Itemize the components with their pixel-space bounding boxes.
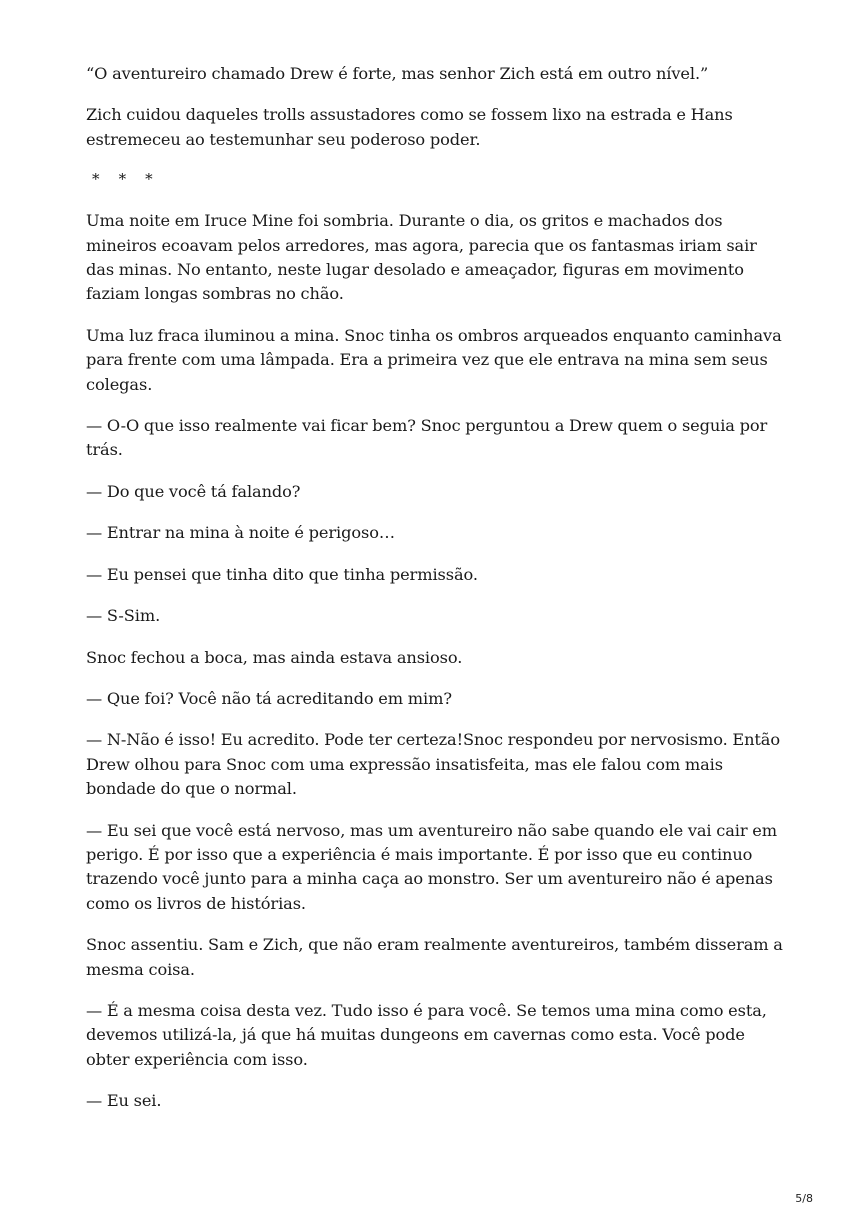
paragraph: Zich cuidou daqueles trolls assustadores como se fossem lixo na estrada e Hans estremeceu ao testemunhar seu poderoso poder. [86, 105, 733, 149]
paragraph: Snoc fechou a boca, mas ainda estava ansioso. [86, 647, 463, 667]
dialogue-line: — S-Sim. [86, 606, 161, 626]
dialogue-line: — N-Não é isso! Eu acredito. Pode ter certeza!Snoc respondeu por nervosismo. Então Drew olhou para Snoc com uma expressão insatisfeita, mas ele falou com mais bondade do que o normal. [86, 730, 781, 799]
page-number: 5/8 [795, 1192, 813, 1205]
dialogue-line: — É a mesma coisa desta vez. Tudo isso é para você. Se temos uma mina como esta, devemos utilizá-la, já que há muitas dungeons em cavernas como esta. Você pode obter experiência com isso. [86, 1000, 767, 1069]
dialogue-line: — O-O que isso realmente vai ficar bem? Snoc perguntou a Drew quem o seguia por trás. [86, 416, 768, 460]
dialogue-line: — Que foi? Você não tá acreditando em mim? [86, 688, 452, 708]
document-body [86, 62, 786, 1131]
paragraph: Uma luz fraca iluminou a mina. Snoc tinha os ombros arqueados enquanto caminhava para frente com uma lâmpada. Era a primeira vez que ele entrava na mina sem seus colegas. [86, 325, 782, 394]
dialogue-line: — Entrar na mina à noite é perigoso… [86, 523, 395, 543]
dialogue-line: — Eu sei. [86, 1091, 162, 1111]
paragraph: Snoc assentiu. Sam e Zich, que não eram realmente aventureiros, também disseram a mesma coisa. [86, 935, 783, 979]
dialogue-line: — Eu sei que você está nervoso, mas um aventureiro não sabe quando ele vai cair em perigo. É por isso que a experiência é mais importante. É por isso que eu continuo trazendo você junto para a minha caça ao monstro. Ser um aventureiro não é apenas como os livros de histórias. [86, 820, 777, 913]
dialogue-line: — Eu pensei que tinha dito que tinha permissão. [86, 564, 478, 584]
scene-separator: * * * [92, 170, 153, 189]
paragraph: “O aventureiro chamado Drew é forte, mas senhor Zich está em outro nível.” [86, 64, 709, 83]
paragraph: Uma noite em Iruce Mine foi sombria. Durante o dia, os gritos e machados dos mineiros ecoavam pelos arredores, mas agora, parecia que os fantasmas iriam sair das minas. No entanto, neste lugar desolado e ameaçador, figuras em movimento faziam longas sombras no chão. [86, 211, 757, 304]
dialogue-line: — Do que você tá falando? [86, 481, 301, 501]
